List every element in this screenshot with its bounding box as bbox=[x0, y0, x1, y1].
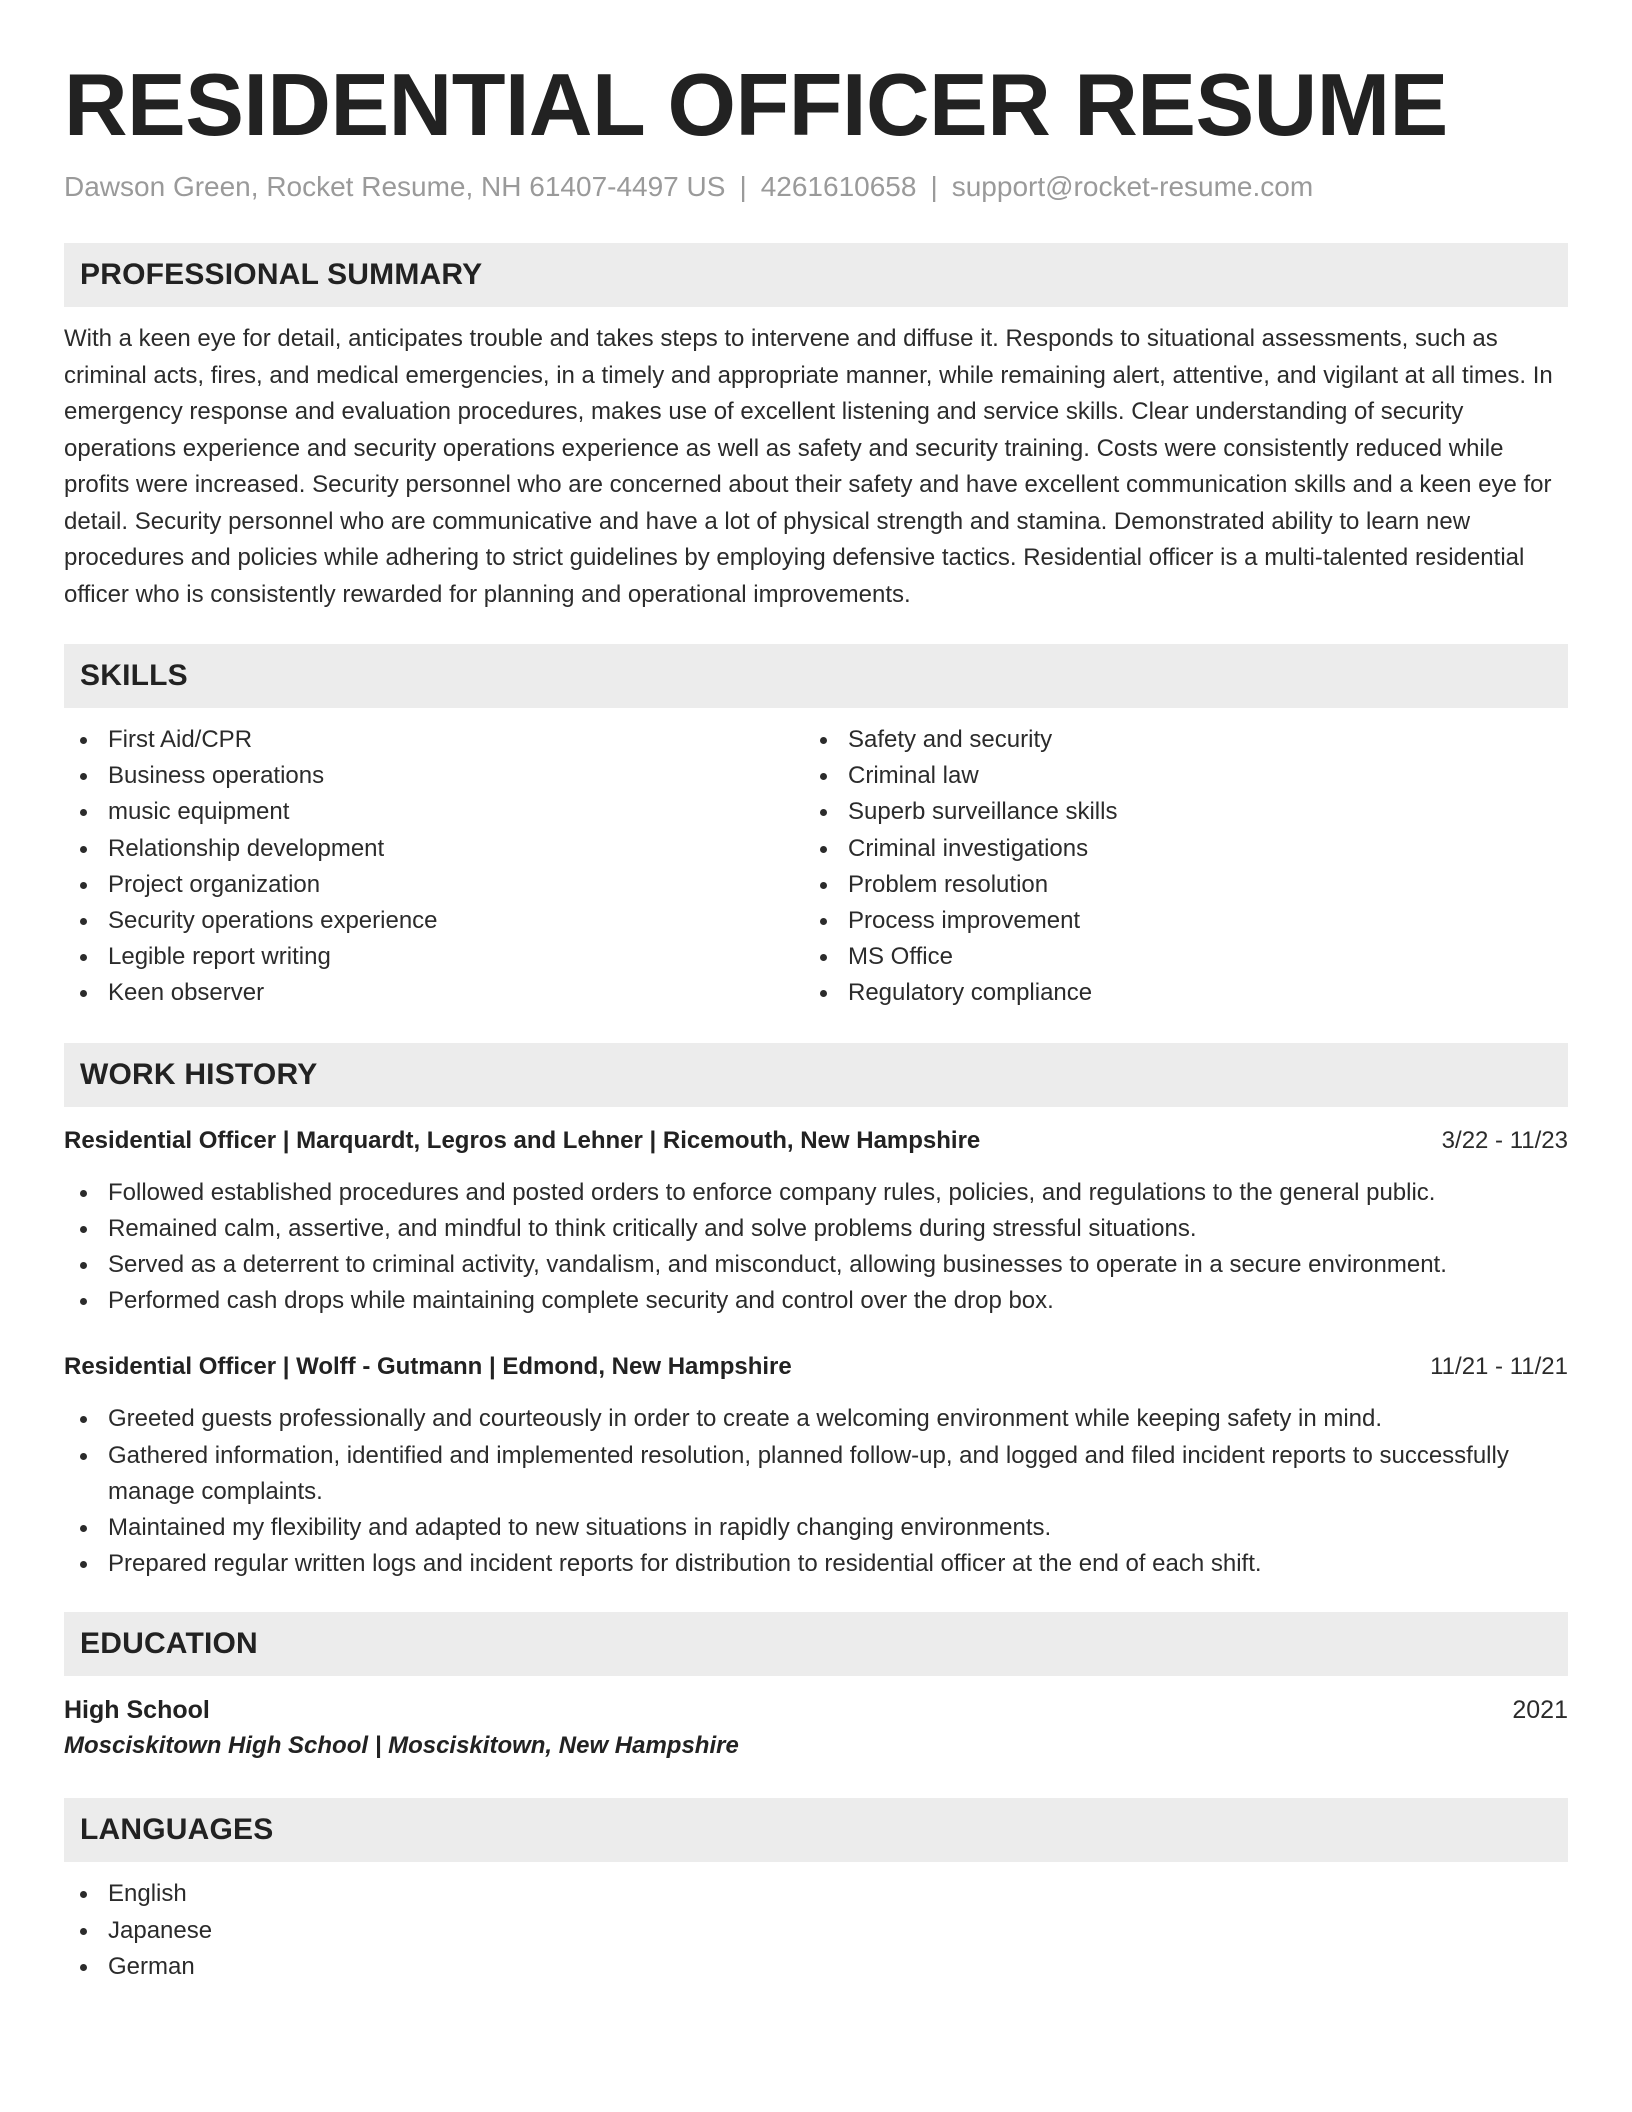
job-bullets bbox=[64, 1175, 1568, 1320]
education-entry bbox=[64, 1692, 1568, 1764]
education-school: Mosciskitown High School | Mosciskitown, New Hampshire bbox=[64, 1732, 739, 1760]
education-year: 2021 bbox=[1512, 1696, 1568, 1725]
job-bullet: Gathered information, identified and implemented resolution, planned follow-up, and logged and filed incident reports to successfully manage complaints. bbox=[64, 1438, 1568, 1510]
languages-section bbox=[64, 1798, 1568, 1985]
summary-heading: PROFESSIONAL SUMMARY bbox=[64, 243, 1568, 307]
contact-line bbox=[64, 169, 1568, 205]
job-title: Residential Officer | Wolff - Gutmann | Edmond, New Hampshire bbox=[64, 1353, 792, 1381]
skills-heading: SKILLS bbox=[64, 644, 1568, 708]
skill-item: MS Office bbox=[804, 939, 1544, 975]
skill-item: Security operations experience bbox=[64, 903, 804, 939]
languages-heading: LANGUAGES bbox=[64, 1798, 1568, 1862]
job-entry bbox=[64, 1349, 1568, 1582]
education-section bbox=[64, 1612, 1568, 1764]
contact-email: support@rocket-resume.com bbox=[951, 171, 1314, 202]
skill-item: Superb surveillance skills bbox=[804, 794, 1544, 830]
contact-address: Dawson Green, Rocket Resume, NH 61407-4497 US bbox=[64, 171, 726, 202]
language-item: German bbox=[64, 1949, 1568, 1985]
skill-item: Keen observer bbox=[64, 975, 804, 1011]
education-heading: EDUCATION bbox=[64, 1612, 1568, 1676]
skill-item: Criminal investigations bbox=[804, 831, 1544, 867]
skills-list-right bbox=[804, 722, 1544, 1012]
job-bullets bbox=[64, 1401, 1568, 1582]
skill-item: Regulatory compliance bbox=[804, 975, 1544, 1011]
contact-phone: 4261610658 bbox=[760, 171, 917, 202]
job-header bbox=[64, 1349, 1568, 1385]
job-bullet: Performed cash drops while maintaining complete security and control over the drop box. bbox=[64, 1283, 1568, 1319]
skill-item: Project organization bbox=[64, 867, 804, 903]
skill-item: Legible report writing bbox=[64, 939, 804, 975]
skill-item: music equipment bbox=[64, 794, 804, 830]
skills-list-left bbox=[64, 722, 804, 1012]
skill-item: Criminal law bbox=[804, 758, 1544, 794]
job-bullet: Maintained my flexibility and adapted to new situations in rapidly changing environments. bbox=[64, 1510, 1568, 1546]
skill-item: Process improvement bbox=[804, 903, 1544, 939]
summary-text: With a keen eye for detail, anticipates trouble and takes steps to intervene and diffuse it. Responds to situational assessments, such as criminal acts, fires, and medical emergencies, in a timely and appropriate manner, while remaining alert, attentive, and vigilant at all times. In emergency response and evaluation procedures, makes use of excellent listening and service skills. Clear understanding of security operations experience and security operations experience as well as safety and security training. Costs were consistently reduced while profits were increased. Security personnel who are concerned about their safety and have excellent communication skills and a keen eye for detail. Security personnel who are communicative and have a lot of physical strength and stamina. Demonstrated ability to learn new procedures and policies while adhering to strict guidelines by employing defensive tactics. Residential officer is a multi-talented residential officer who is consistently rewarded for planning and operational improvements. bbox=[64, 325, 1553, 608]
skills-section bbox=[64, 644, 1568, 1012]
job-entry bbox=[64, 1123, 1568, 1320]
summary-section bbox=[64, 243, 1568, 613]
skill-item: Relationship development bbox=[64, 831, 804, 867]
language-item: Japanese bbox=[64, 1913, 1568, 1949]
resume-title: RESIDENTIAL OFFICER RESUME bbox=[64, 55, 1448, 154]
skill-item: Safety and security bbox=[804, 722, 1544, 758]
job-bullet: Served as a deterrent to criminal activity, vandalism, and misconduct, allowing businesses to operate in a secure environment. bbox=[64, 1247, 1568, 1283]
job-bullet: Prepared regular written logs and incident reports for distribution to residential officer at the end of each shift. bbox=[64, 1546, 1568, 1582]
job-dates: 11/21 - 11/21 bbox=[1430, 1353, 1568, 1381]
work-section bbox=[64, 1043, 1568, 1583]
job-header bbox=[64, 1123, 1568, 1159]
job-bullet: Followed established procedures and posted orders to enforce company rules, policies, and regulations to the general public. bbox=[64, 1175, 1568, 1211]
language-item: English bbox=[64, 1876, 1568, 1912]
languages-list bbox=[64, 1876, 1568, 1985]
job-bullet: Remained calm, assertive, and mindful to think critically and solve problems during stressful situations. bbox=[64, 1211, 1568, 1247]
skill-item: Business operations bbox=[64, 758, 804, 794]
job-bullet: Greeted guests professionally and courteously in order to create a welcoming environment while keeping safety in mind. bbox=[64, 1401, 1568, 1437]
job-title: Residential Officer | Marquardt, Legros and Lehner | Ricemouth, New Hampshire bbox=[64, 1126, 981, 1154]
education-header bbox=[64, 1692, 1568, 1728]
skill-item: Problem resolution bbox=[804, 867, 1544, 903]
contact-separator: | bbox=[739, 171, 747, 202]
skills-grid bbox=[64, 722, 1568, 1012]
job-dates: 3/22 - 11/23 bbox=[1441, 1126, 1568, 1154]
skill-item: First Aid/CPR bbox=[64, 722, 804, 758]
education-degree: High School bbox=[64, 1696, 210, 1725]
work-heading: WORK HISTORY bbox=[64, 1043, 1568, 1107]
contact-separator: | bbox=[930, 171, 938, 202]
